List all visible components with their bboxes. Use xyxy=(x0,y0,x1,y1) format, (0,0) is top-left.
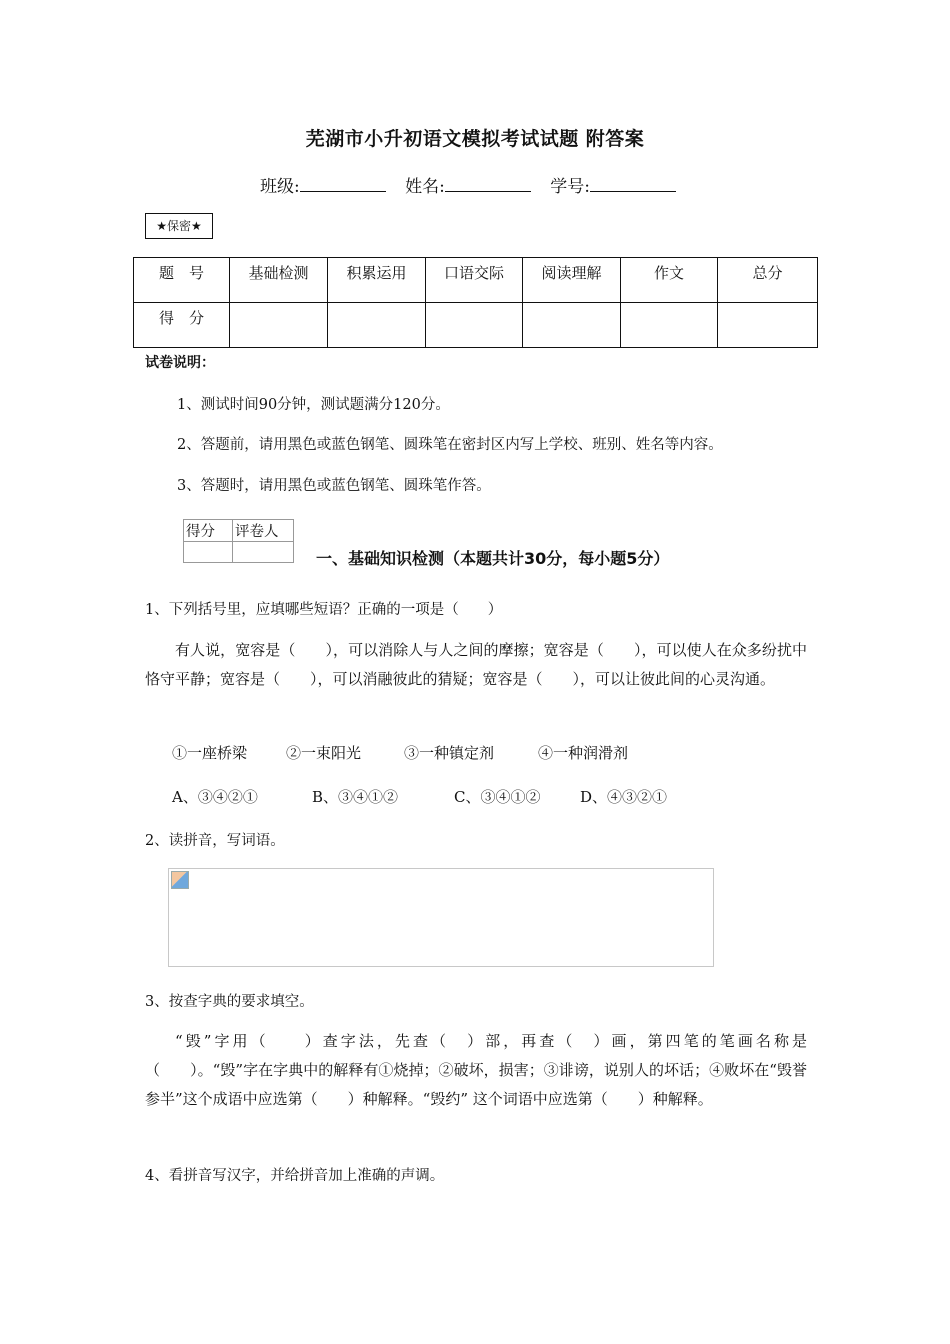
score-header-cell: 积累运用 xyxy=(328,258,426,303)
question-3-stem: 3、按查字典的要求填空。 xyxy=(145,994,314,1010)
name-field xyxy=(405,172,531,197)
score-cell[interactable] xyxy=(426,303,523,348)
instruction-item: 3、答题时，请用黑色或蓝色钢笔、圆珠笔作答。 xyxy=(177,478,491,494)
score-header-cell: 口语交际 xyxy=(426,258,523,303)
score-header-cell: 作文 xyxy=(621,258,718,303)
class-label: 班级: xyxy=(260,177,300,197)
score-header-cell: 总分 xyxy=(718,258,818,303)
class-blank[interactable] xyxy=(300,177,386,192)
instruction-item: 2、答题前，请用黑色或蓝色钢笔、圆珠笔在密封区内写上学校、班别、姓名等内容。 xyxy=(177,437,723,453)
score-cell[interactable] xyxy=(230,303,328,348)
phrase-item: ②一束阳光 xyxy=(286,744,362,762)
class-field xyxy=(260,172,386,197)
score-cell[interactable] xyxy=(621,303,718,348)
choice-c[interactable]: C、③④①② xyxy=(454,788,541,806)
grader-box xyxy=(183,519,294,563)
grader-reviewer-label: 评卷人 xyxy=(233,520,294,542)
phrase-item: ④一种润滑剂 xyxy=(538,744,629,762)
question-1-passage: 有人说，宽容是（ ），可以消除人与人之间的摩擦；宽容是（ ），可以使人在众多纷扰中恪守平静；宽容是（ ），可以消融彼此的猜疑；宽容是（ ），可以让彼此间的心灵沟通。 xyxy=(145,641,807,688)
phrase-item: ③一种镇定剂 xyxy=(404,744,495,762)
section-title: 一、基础知识检测（本题共计30分，每小题5分） xyxy=(316,549,670,568)
choice-d[interactable]: D、④③②① xyxy=(580,788,668,806)
pinyin-image-placeholder xyxy=(168,868,714,967)
grader-score-label: 得分 xyxy=(184,520,233,542)
instruction-item: 1、测试时间90分钟，测试题满分120分。 xyxy=(177,397,450,413)
score-table xyxy=(133,257,818,348)
score-cell[interactable] xyxy=(718,303,818,348)
choice-b[interactable]: B、③④①② xyxy=(312,788,399,806)
name-blank[interactable] xyxy=(445,177,531,192)
score-row-label: 得 分 xyxy=(134,303,230,348)
score-header-cell: 基础检测 xyxy=(230,258,328,303)
phrase-item: ①一座桥梁 xyxy=(172,744,248,762)
score-table-header-row xyxy=(134,258,818,303)
question-1-stem: 1、下列括号里，应填哪些短语？正确的一项是（ ） xyxy=(145,602,503,618)
broken-image-icon xyxy=(171,871,189,889)
student-id-field xyxy=(550,172,676,197)
question-1-items xyxy=(172,742,628,763)
instructions-title: 试卷说明： xyxy=(145,355,215,371)
confidential-badge: ★保密★ xyxy=(145,213,213,239)
question-3-passage: “毁”字用（ ）查字法，先查（ ）部，再查（ ）画，第四笔的笔画名称是（ ）。“毁”字在字典中的解释有①烧掉；②破坏，损害；③诽谤，说别人的坏话；④败坏在“毁誉参半”这个成语中应选第（ ）种解释。“毁约” 这个词语中应选第（ ）种解释。 xyxy=(145,1032,807,1108)
score-cell[interactable] xyxy=(523,303,621,348)
grader-score-cell[interactable] xyxy=(184,542,233,563)
score-header-cell: 阅读理解 xyxy=(523,258,621,303)
grader-reviewer-cell[interactable] xyxy=(233,542,294,563)
question-1-choices xyxy=(172,786,667,807)
student-id-label: 学号: xyxy=(550,177,591,197)
choice-a[interactable]: A、③④②① xyxy=(172,788,258,806)
score-cell[interactable] xyxy=(328,303,426,348)
page-title: 芜湖市小升初语文模拟考试试题 附答案 xyxy=(305,128,645,150)
score-header-cell: 题 号 xyxy=(134,258,230,303)
question-2-stem: 2、读拼音，写词语。 xyxy=(145,833,285,849)
student-id-blank[interactable] xyxy=(590,177,676,192)
score-table-score-row xyxy=(134,303,818,348)
student-info-row xyxy=(260,172,690,197)
question-4-stem: 4、看拼音写汉字，并给拼音加上准确的声调。 xyxy=(145,1168,445,1184)
name-label: 姓名: xyxy=(405,177,445,197)
